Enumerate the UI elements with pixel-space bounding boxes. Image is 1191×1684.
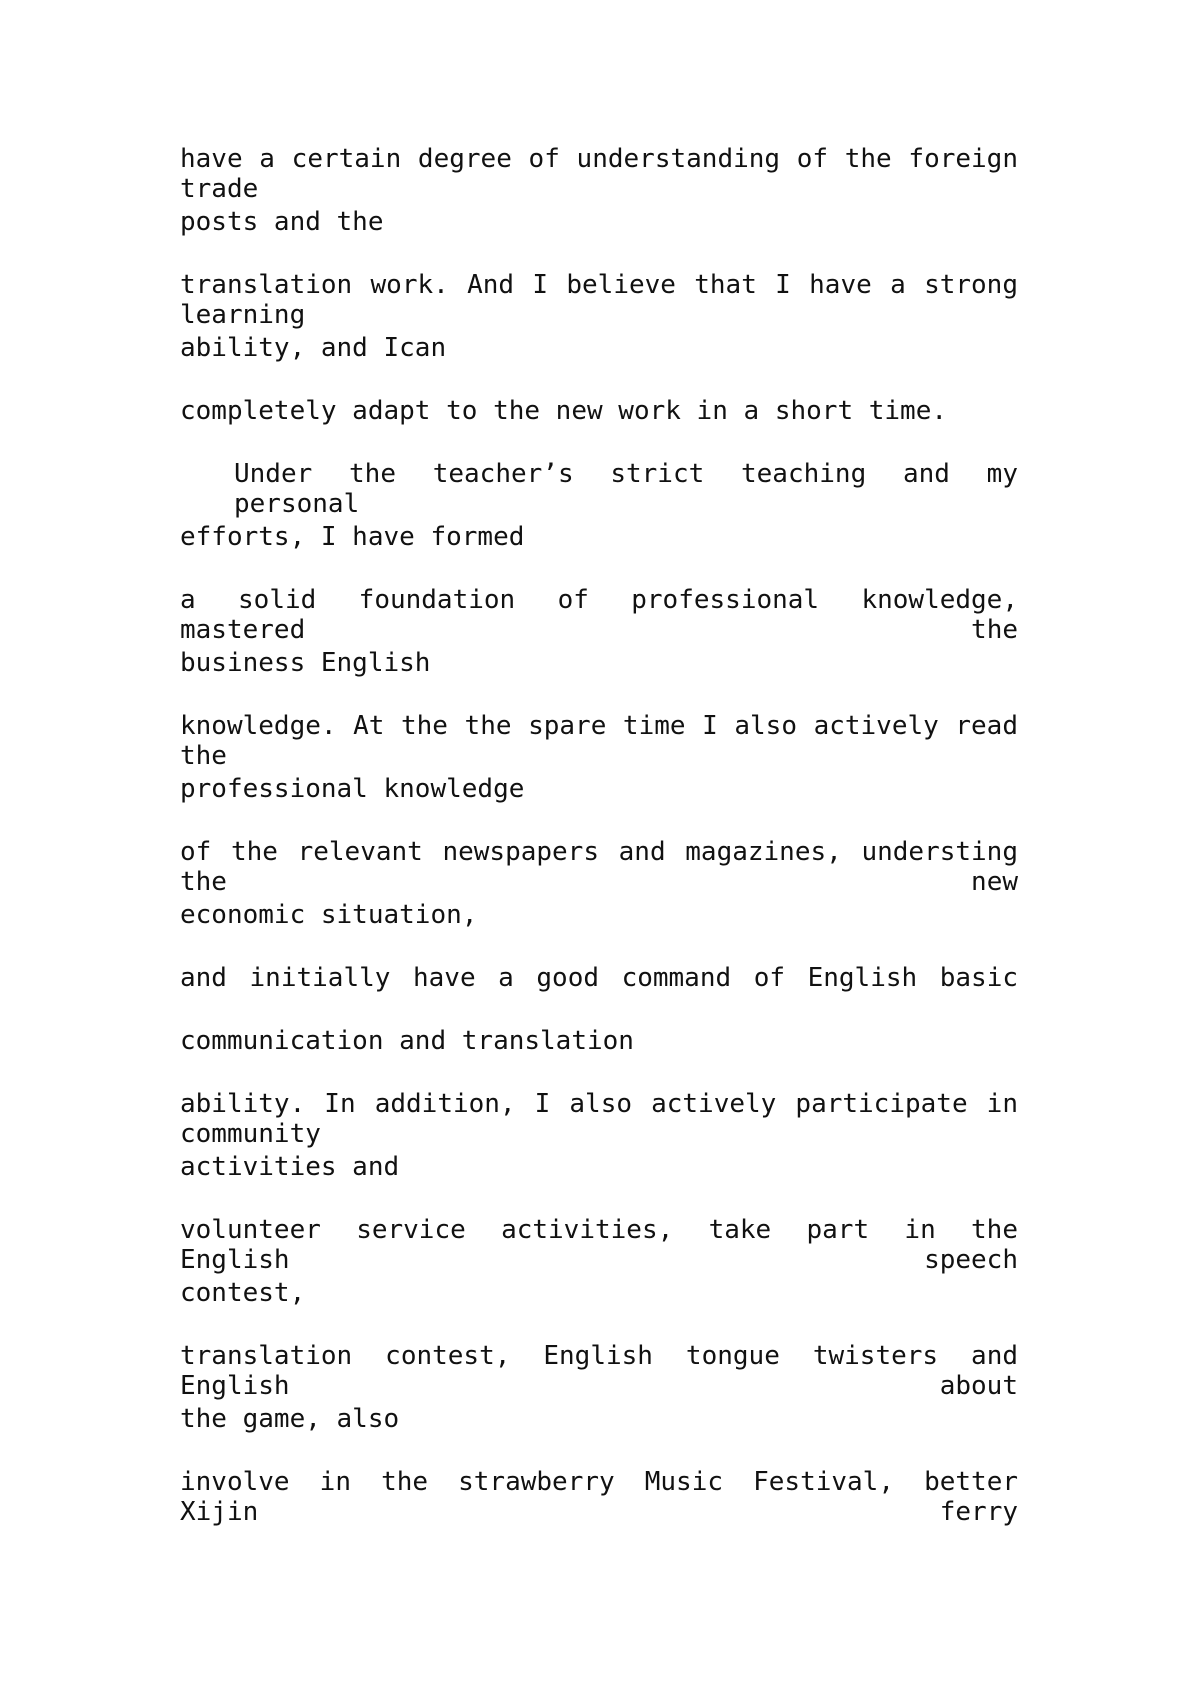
text-line: contest, xyxy=(180,1278,306,1308)
text-line: posts and the xyxy=(180,207,384,237)
text-line: ability. In addition, I also actively participate in community xyxy=(180,1089,1018,1149)
text-line: translation contest, English tongue twisters and English about xyxy=(180,1341,1018,1401)
text-line: have a certain degree of understanding of the foreign trade xyxy=(180,144,1018,204)
body-text xyxy=(180,144,1018,1530)
text-line: economic situation, xyxy=(180,900,478,930)
text-line: efforts, I have formed xyxy=(180,522,525,552)
text-line: the game, also xyxy=(180,1404,400,1434)
text-line: business English xyxy=(180,648,431,678)
text-line: involve in the strawberry Music Festival, better Xijin ferry xyxy=(180,1467,1018,1527)
text-line: and initially have a good command of English basic xyxy=(180,963,1018,993)
text-line: Under the teacher’s strict teaching and my personal xyxy=(234,459,1018,519)
text-line: ability, and Ican xyxy=(180,333,447,363)
text-line: professional knowledge xyxy=(180,774,525,804)
text-line: completely adapt to the new work in a short time. xyxy=(180,396,948,426)
text-line: a solid foundation of professional knowledge, mastered the xyxy=(180,585,1018,645)
text-line: communication and translation xyxy=(180,1026,634,1056)
text-line: translation work. And I believe that I have a strong learning xyxy=(180,270,1018,330)
text-line: of the relevant newspapers and magazines, understing the new xyxy=(180,837,1018,897)
text-line: knowledge. At the the spare time I also actively read the xyxy=(180,711,1018,771)
text-line: volunteer service activities, take part in the English speech xyxy=(180,1215,1018,1275)
text-line: activities and xyxy=(180,1152,400,1182)
